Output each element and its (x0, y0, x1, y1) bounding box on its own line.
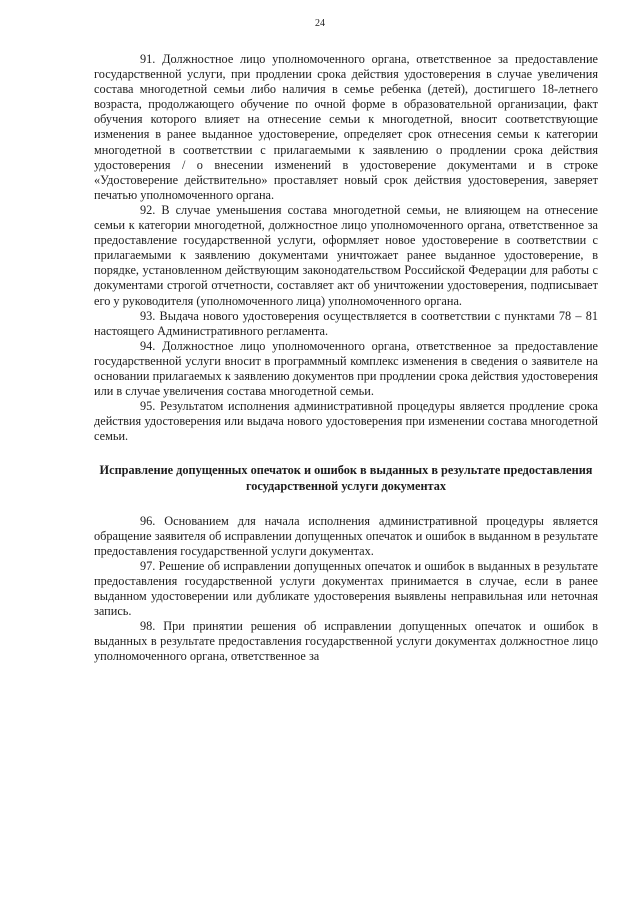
paragraph-97: 97. Решение об исправлении допущенных опечаток и ошибок в выданных в результате предоставления государственной услуги документах принимается в случае, если в ранее выданном удостоверении или дубликате удостоверения выявлены неправильная или неточная запись. (94, 558, 598, 619)
paragraph-92: 92. В случае уменьшения состава многодетной семьи, не влияющем на отнесение семьи к категории многодетной, должностное лицо уполномоченного органа, ответственное за предоставление государственной услуги, оформляет новое удостоверение в соответствии с прилагаемыми к заявлению документами уничтожает ранее выданное удостоверение, в порядке, установленном действующим законодательством Российской Федерации для работы с документами строгой отчетности, составляет акт об уничтожении удостоверения, подписывает его у руководителя (уполномоченного лица) уполномоченного органа. (94, 202, 598, 308)
paragraph-91: 91. Должностное лицо уполномоченного органа, ответственное за предоставление государственной услуги, при продлении срока действия удостоверения в случае увеличения состава многодетной семьи либо наличия в семье ребенка (детей), достигшего 18-летнего возраста, продолжающего обучение по очной форме в образовательной организации, факт обучения которого влияет на отнесение семьи к многодетной, вносит соответствующие изменения в ранее выданное удостоверение, определяет срок отнесения семьи к категории многодетной в соответствии с прилагаемыми к заявлению о продлении срока действия удостоверения / о внесении изменений в удостоверение документами и в строке «Удостоверение действительно» проставляет новый срок действия удостоверения, заверяет печатью уполномоченного органа. (94, 52, 598, 202)
paragraph-96: 96. Основанием для начала исполнения административной процедуры является обращение заявителя об исправлении допущенных опечаток и ошибок в выданном в результате предоставления государственной услуги документах. (94, 513, 598, 558)
paragraph-95: 95. Результатом исполнения административной процедуры является продление срока действия удостоверения или выдача нового удостоверения при изменении состава многодетной семьи. (94, 399, 598, 444)
page-number: 24 (315, 18, 325, 29)
document-body (94, 52, 598, 665)
paragraph-94: 94. Должностное лицо уполномоченного органа, ответственное за предоставление государственной услуги вносит в программный комплекс изменения в сведения о заявителе на основании прилагаемых к заявлению документов при продлении срока действия удостоверения или в случае увеличения состава многодетной семьи. (94, 338, 598, 399)
paragraph-93: 93. Выдача нового удостоверения осуществляется в соответствии с пунктами 78 – 81 настоящего Административного регламента. (94, 308, 598, 338)
paragraph-98: 98. При принятии решения об исправлении допущенных опечаток и ошибок в выданных в результате предоставления государственной услуги документах должностное лицо уполномоченного органа, ответственное за (94, 619, 598, 664)
section-heading: Исправление допущенных опечаток и ошибок в выданных в результате предоставления государственной услуги документах (99, 463, 593, 493)
